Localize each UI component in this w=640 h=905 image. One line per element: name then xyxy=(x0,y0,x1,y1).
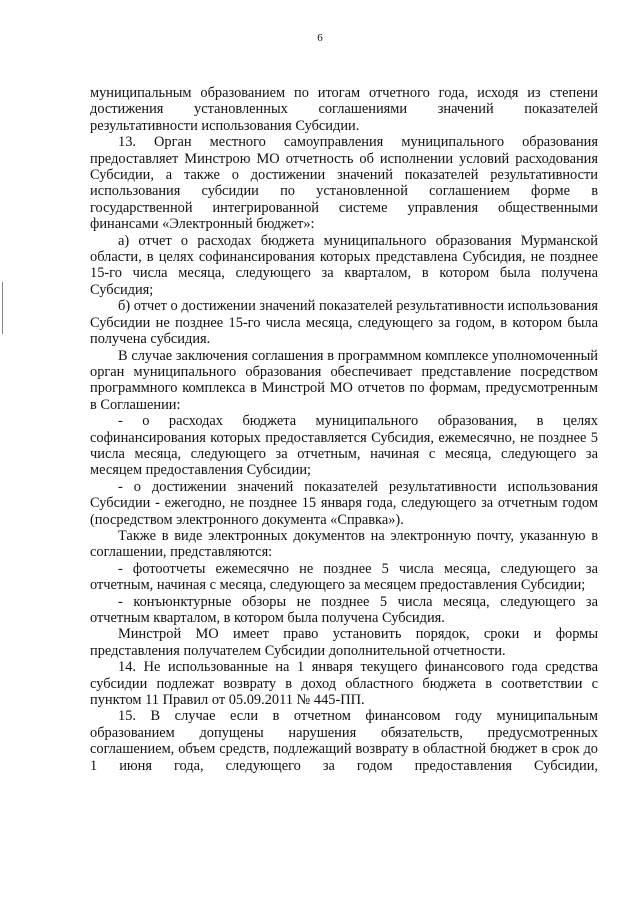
paragraph: а) отчет о расходах бюджета муниципального образования Мурманской области, в целях софинансирования которых представлена Субсидия, не позднее 15-го числа месяца, следующего за кварталом, в котором была получена Субсидия; xyxy=(90,232,598,298)
paragraph: 14. Не использованные на 1 января текущего финансового года средства субсидии подлежат возврату в доход областного бюджета в соответствии с пунктом 11 Правил от 05.09.2011 № 445-ПП. xyxy=(90,659,598,709)
page-number: 6 xyxy=(317,32,323,44)
paragraph: - о расходах бюджета муниципального образования, в целях софинансирования которых предоставляется Субсидия, ежемесячно, не позднее 5 числа месяца, следующего за отчетным, начиная с месяца, следующего за месяцем предоставления Субсидии; xyxy=(90,413,598,479)
paragraph: - о достижении значений показателей результативности использования Субсидии - ежегодно, не позднее 15 января года, следующего за отчетным годом (посредством электронного документа «Справка»). xyxy=(90,478,598,528)
paragraph: 15. В случае если в отчетном финансовом году муниципальным образованием допущены нарушения обязательств, предусмотренных соглашением, объем средств, подлежащий возврату в областной бюджет в срок до 1 июня года, следующего за годом предоставления Субсидии, xyxy=(90,708,598,774)
document-body xyxy=(90,85,598,774)
paragraph: муниципальным образованием по итогам отчетного года, исходя из степени достижения установленных соглашениями значений показателей результативности использования Субсидии. xyxy=(90,85,598,134)
paragraph: б) отчет о достижении значений показателей результативности использования Субсидии не позднее 15-го числа месяца, следующего за годом, в котором была получена субсидия. xyxy=(90,298,598,348)
scan-edge-mark xyxy=(2,282,3,334)
paragraph: - конъюнктурные обзоры не позднее 5 числа месяца, следующего за отчетным кварталом, в котором была получена Субсидия. xyxy=(90,593,598,626)
paragraph: Также в виде электронных документов на электронную почту, указанную в соглашении, представляются: xyxy=(90,527,598,561)
paragraph: Минстрой МО имеет право установить порядок, сроки и формы представления получателем Субсидии дополнительной отчетности. xyxy=(90,626,598,659)
paragraph: В случае заключения соглашения в программном комплексе уполномоченный орган муниципального образования обеспечивает представление посредством программного комплекса в Минстрой МО отчетов по формам, предусмотренным в Соглашении: xyxy=(90,347,598,413)
paragraph: 13. Орган местного самоуправления муниципального образования предоставляет Минстрою МО отчетность об исполнении условий расходования Субсидии, а также о достижении значений показателей результативности использования субсидии по установленной соглашением форме в государственной интегрированной системе управления общественными финансами «Электронный бюджет»: xyxy=(90,134,598,233)
paragraph: - фотоотчеты ежемесячно не позднее 5 числа месяца, следующего за отчетным, начиная с месяца, следующего за месяцем предоставления Субсидии; xyxy=(90,560,598,594)
